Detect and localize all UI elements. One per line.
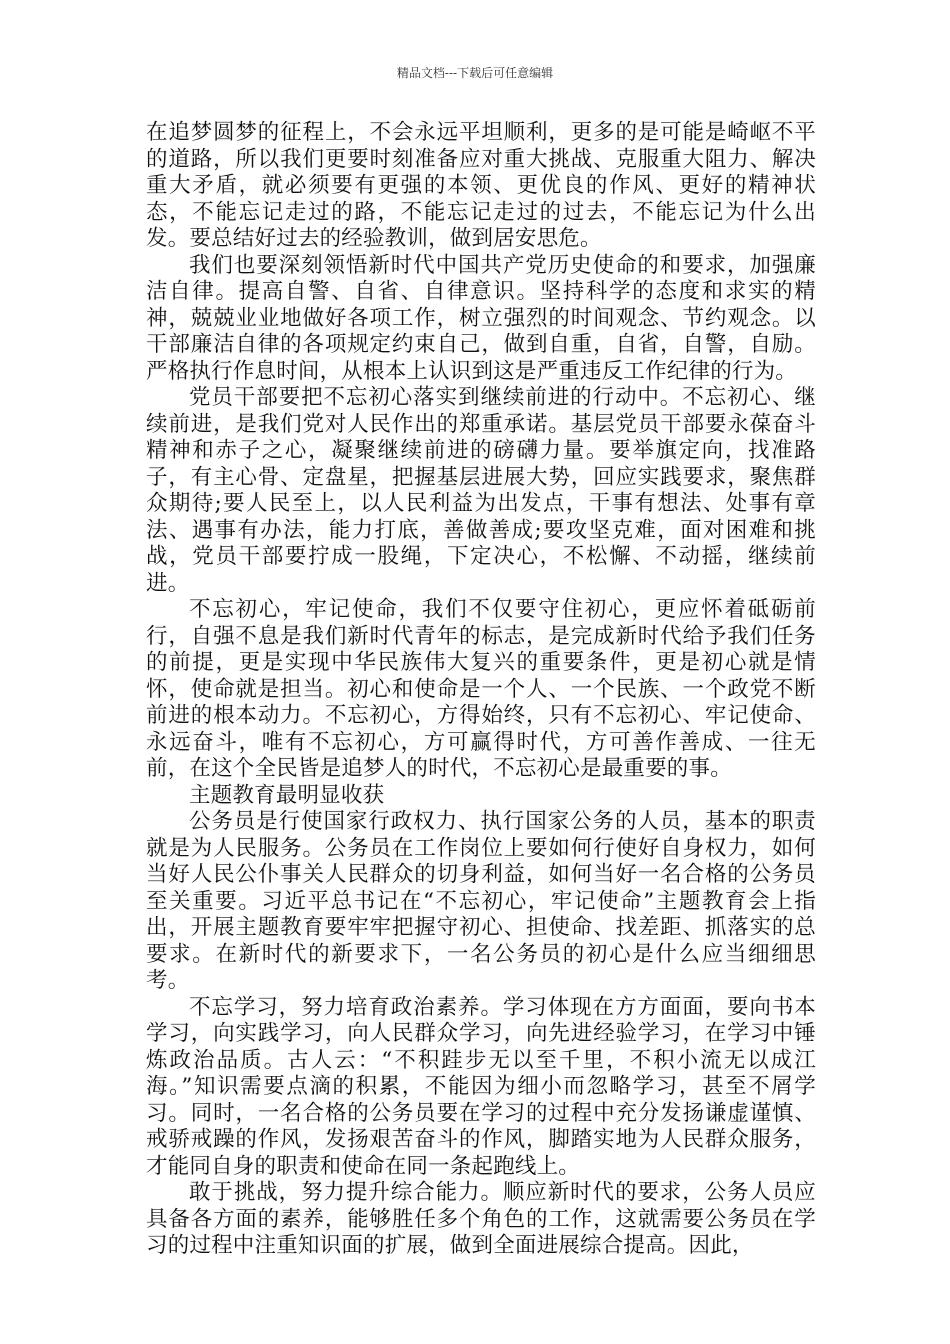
paragraph-2: 我们也要深刻领悟新时代中国共产党历史使命的和要求，加强廉洁自律。提高自警、自省、自律意识。坚持科学的态度和求实的精神，兢兢业业地做好各项工作，树立强烈的时间观念、节约观念。以干部廉洁自律的各项规定约束自己，做到自重，自省，自警，自励。严格执行作息时间，从根本上认识到这是严重违反工作纪律的行为。: [146, 252, 816, 384]
paragraph-1: 在追梦圆梦的征程上，不会永远平坦顺利，更多的是可能是崎岖不平的道路，所以我们更要时刻准备应对重大挑战、克服重大阻力、解决重大矛盾，就必须要有更强的本领、更优良的作风、更好的精神状态，不能忘记走过的路，不能忘记走过的过去，不能忘记为什么出发。要总结好过去的经验教训，做到居安思危。: [146, 120, 816, 251]
page-header: 精品文档---下载后可任意编辑: [396, 66, 554, 80]
paragraph-4: 不忘初心，牢记使命，我们不仅要守住初心，更应怀着砥砺前行，自强不息是我们新时代青年的标志，是完成新时代给予我们任务的前提，更是实现中华民族伟大复兴的重要条件，更是初心就是情怀，使命就是担当。初心和使命是一个人、一个民族、一个政党不断前进的根本动力。不忘初心，方得始终，只有不忘初心、牢记使命、永远奋斗，唯有不忘初心，方可赢得时代，方可善作善成、一往无前，在这个全民皆是追梦人的时代，不忘初心是最重要的事。: [146, 597, 816, 781]
paragraph-3: 党员干部要把不忘初心落实到继续前进的行动中。不忘初心、继续前进，是我们党对人民作出的郑重承诺。基层党员干部要永葆奋斗精神和赤子之心，凝聚继续前进的磅礴力量。要举旗定向，找准路子，有主心骨、定盘星，把握基层进展大势，回应实践要求，聚焦群众期待;要人民至上，以人民利益为出发点，干事有想法、处事有章法、遇事有办法，能力打底，善做善成;要攻坚克难，面对困难和挑战，党员干部要拧成一股绳，下定决心，不松懈、不动摇，继续前进。: [146, 385, 816, 596]
paragraph-7: 敢于挑战，努力提升综合能力。顺应新时代的要求，公务人员应具备各方面的素养，能够胜任多个角色的工作，这就需要公务员在学习的过程中注重知识面的扩展，做到全面进展综合提高。因此，: [146, 1180, 816, 1258]
document-body: [146, 120, 816, 1260]
section-heading: 主题教育最明显收获: [189, 782, 385, 808]
paragraph-5: 公务员是行使国家行政权力、执行国家公务的人员，基本的职责就是为人民服务。公务员在工作岗位上要如何行使好自身权力，如何当好人民公仆事关人民群众的切身利益，如何当好一名合格的公务员至关重要。习近平总书记在“不忘初心，牢记使命”主题教育会上指出，开展主题教育要牢牢把握守初心、担使命、找差距、抓落实的总要求。在新时代的新要求下，一名公务员的初心是什么应当细细思考。: [146, 809, 816, 993]
paragraph-6: 不忘学习，努力培育政治素养。学习体现在方方面面，要向书本学习，向实践学习，向人民群众学习，向先进经验学习，在学习中锤炼政治品质。古人云：“不积跬步无以至千里，不积小流无以成江海。”知识需要点滴的积累，不能因为细小而忽略学习，甚至不屑学习。同时，一名合格的公务员要在学习的过程中充分发扬谦虚谨慎、戒骄戒躁的作风，发扬艰苦奋斗的作风，脚踏实地为人民群众服务，才能同自身的职责和使命在同一条起跑线上。: [146, 994, 816, 1179]
